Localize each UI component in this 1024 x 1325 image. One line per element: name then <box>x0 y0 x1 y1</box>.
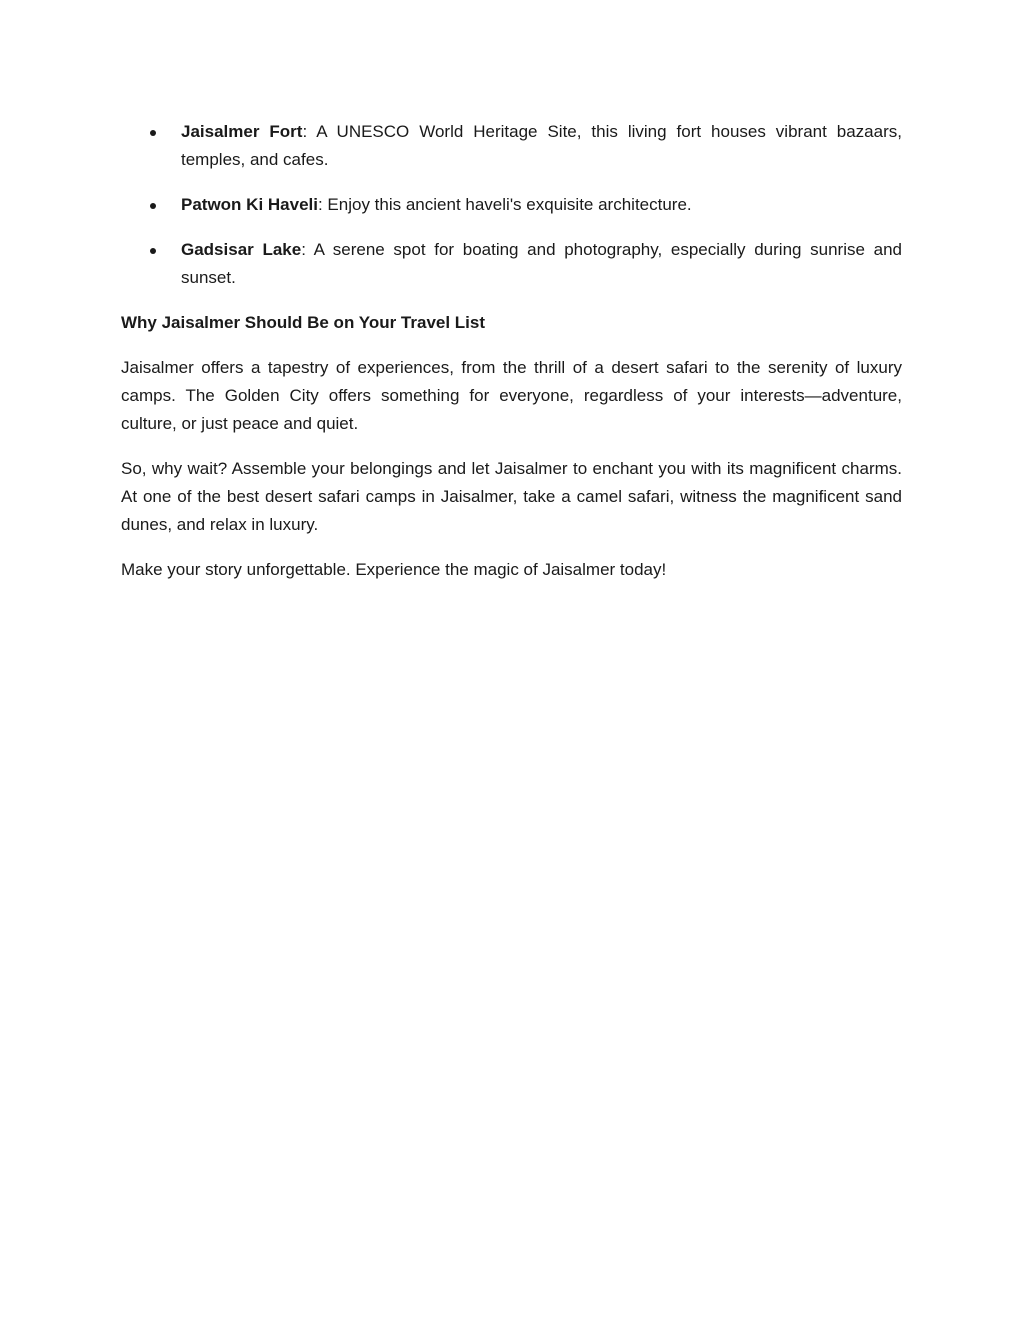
list-item <box>121 191 902 219</box>
attraction-name: Gadsisar Lake <box>181 240 302 259</box>
section-heading: Why Jaisalmer Should Be on Your Travel List <box>121 313 486 332</box>
attraction-name: Patwon Ki Haveli <box>181 195 318 214</box>
attraction-description: : A UNESCO World Heritage Site, this living fort houses vibrant bazaars, temples, and cafes. <box>181 122 902 169</box>
bullet-icon <box>150 248 156 254</box>
paragraph: Make your story unforgettable. Experience the magic of Jaisalmer today! <box>121 560 667 579</box>
bullet-icon <box>150 203 156 209</box>
paragraph: So, why wait? Assemble your belongings and let Jaisalmer to enchant you with its magnificent charms. At one of the best desert safari camps in Jaisalmer, take a camel safari, witness the magnificent sand dunes, and relax in luxury. <box>121 459 902 534</box>
attraction-name: Jaisalmer Fort <box>181 122 303 141</box>
attraction-description: : Enjoy this ancient haveli's exquisite architecture. <box>317 195 692 214</box>
bullet-icon <box>150 130 156 136</box>
list-item <box>121 236 902 292</box>
paragraph: Jaisalmer offers a tapestry of experiences, from the thrill of a desert safari to the serenity of luxury camps. The Golden City offers something for everyone, regardless of your interests—adventure, culture, or just peace and quiet. <box>121 358 902 433</box>
document-body <box>121 118 902 601</box>
attraction-description: : A serene spot for boating and photography, especially during sunrise and sunset. <box>181 240 902 287</box>
list-item <box>121 118 902 174</box>
attractions-list <box>121 118 902 292</box>
